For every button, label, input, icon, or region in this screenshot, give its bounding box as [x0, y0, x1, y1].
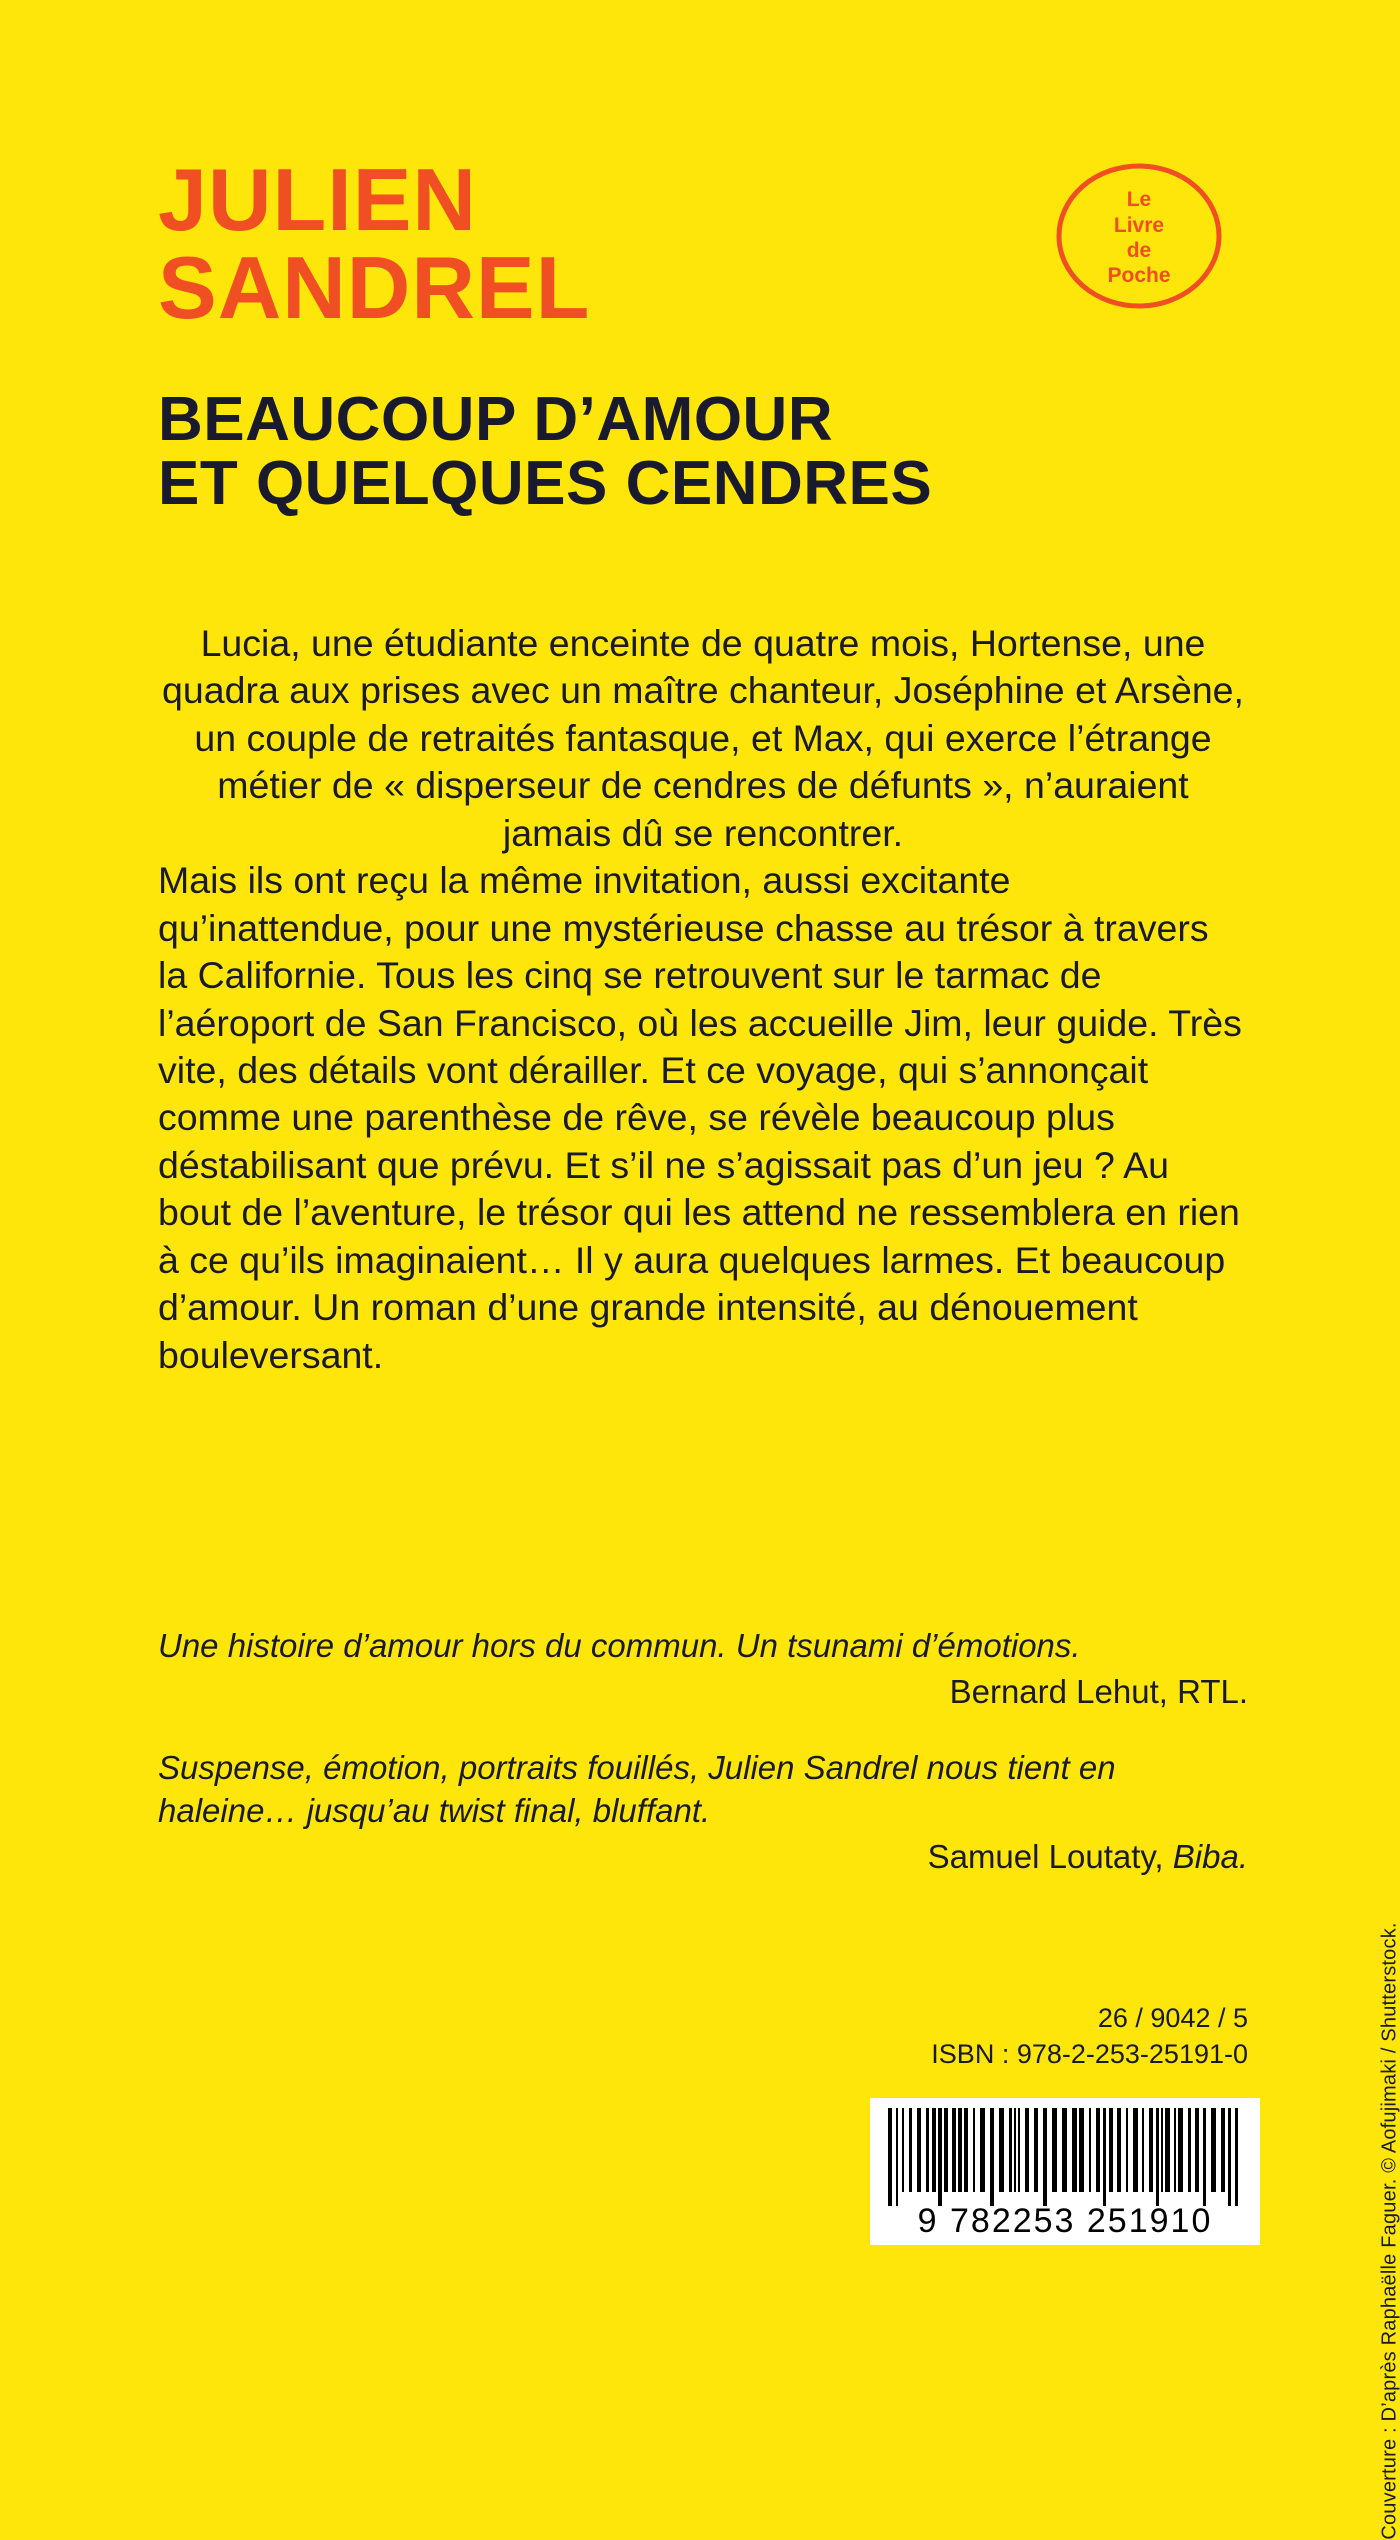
press-quote-1-source-name: Bernard Lehut, RTL.	[949, 1673, 1248, 1711]
press-quote-2-source-publication: Biba.	[1172, 1837, 1248, 1875]
press-quote-1	[158, 1625, 1248, 1713]
author-line-1: JULIEN	[158, 150, 477, 249]
press-quotes	[158, 1625, 1248, 1912]
reference-code: 26 / 9042 / 5	[1097, 2003, 1248, 2033]
svg-text:Poche: Poche	[1107, 264, 1171, 287]
cover-credit: Couverture : D’après Raphaëlle Faguer. © Aofujimaki / Shutterstock.	[1378, 1922, 1400, 2540]
press-quote-1-source	[158, 1671, 1248, 1713]
press-quote-1-text: Une histoire d’amour hors du commun. Un tsunami d’émotions.	[158, 1627, 1081, 1664]
svg-text:Le: Le	[1126, 188, 1152, 211]
publisher-logo	[1055, 162, 1223, 310]
svg-text:Livre: Livre	[1113, 214, 1165, 237]
press-quote-2-source	[158, 1836, 1248, 1878]
blurb-paragraph-2: Mais ils ont reçu la même invitation, aussi excitante qu’inattendue, pour une mystérieuse chasse au trésor à travers la Californie. Tous les cinq se retrouvent sur le tarmac de l’aéroport de San Francisco, où les accueille Jim, leur guide. Très vite, des détails vont dérailler. Et ce voyage, qui s’annonçait comme une parenthèse de rêve, se révèle beaucoup plus déstabilisant que prévu. Et s’il ne s’agissait pas d’un jeu ? Au bout de l’aventure, le trésor qui les attend ne ressemblera en rien à ce qu’ils imaginaient… Il y aura quelques larmes. Et beaucoup d’amour. Un roman d’une grande intensité, au dénouement bouleversant.	[158, 859, 1242, 1376]
press-quote-2-source-name: Samuel Loutaty,	[927, 1837, 1173, 1875]
press-quote-2-text: Suspense, émotion, portraits fouillés, Julien Sandrel nous tient en haleine… jusqu’au twist final, bluffant.	[158, 1749, 1116, 1829]
title-line-2: ET QUELQUES CENDRES	[158, 448, 933, 518]
barcode	[870, 2098, 1260, 2245]
svg-text:de: de	[1126, 239, 1152, 262]
back-cover-blurb	[158, 620, 1248, 1379]
product-codes	[931, 2000, 1248, 2073]
author-line-2: SANDREL	[158, 237, 591, 337]
blurb-paragraph-1: Lucia, une étudiante enceinte de quatre mois, Hortense, une quadra aux prises avec un maître chanteur, Joséphine et Arsène, un couple de retraités fantasque, et Max, qui exerce l’étrange métier de « disperseur de cendres de défunts », n’auraient jamais dû se rencontrer.	[162, 622, 1244, 854]
press-quote-2	[158, 1747, 1248, 1878]
barcode-digits: 9 782253 251910	[917, 2202, 1213, 2240]
title-line-1: BEAUCOUP D’AMOUR	[158, 385, 834, 454]
isbn-code: ISBN : 978-2-253-25191-0	[931, 2039, 1248, 2070]
author-name	[158, 150, 591, 337]
book-title	[158, 385, 933, 518]
barcode-bars	[888, 2108, 1242, 2206]
